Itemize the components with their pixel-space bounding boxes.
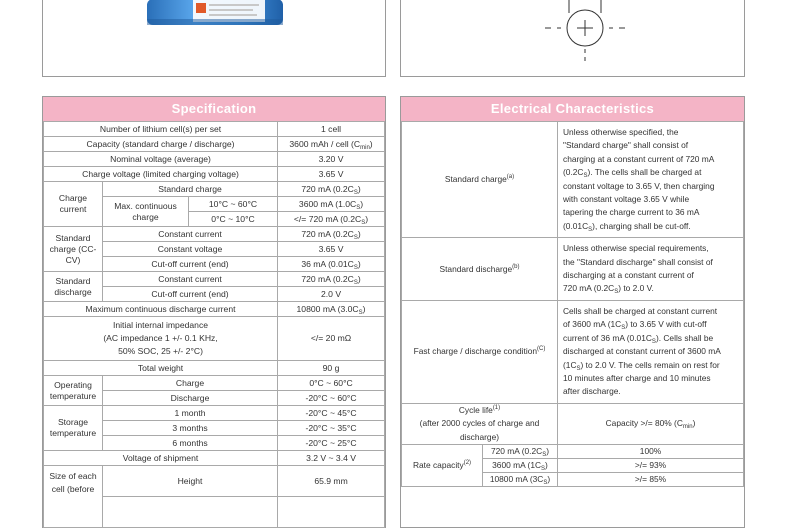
cycle-life-line-3: discharge)	[459, 431, 500, 442]
spec-group-label: Standard charge (CC-CV)	[44, 227, 103, 272]
spec-value: 65.9 mm	[278, 466, 385, 497]
spec-value: 3.20 V	[278, 152, 385, 167]
spec-label: Cut-off current (end)	[103, 257, 278, 272]
spec-label: 0°C ~ 10°C	[189, 212, 278, 227]
table-row	[44, 182, 385, 197]
spec-group-label: Charge current	[44, 182, 103, 227]
spec-label: Capacity (standard charge / discharge)	[44, 137, 278, 152]
spec-label: Charge	[103, 376, 278, 391]
spec-label: 6 months	[103, 436, 278, 451]
specification-panel	[42, 96, 386, 528]
table-row	[44, 137, 385, 152]
rate-label: 720 mA $(0.2C_S)$	[483, 444, 558, 458]
spec-label: Constant voltage	[103, 242, 278, 257]
table-row	[44, 406, 385, 421]
rate-label: 10800 mA $(3C_S)$	[483, 472, 558, 486]
table-row	[402, 122, 744, 238]
table-row	[44, 272, 385, 287]
spec-value: 10800 mA $(3.0C_S)$	[278, 302, 385, 317]
spec-value: </= 720 mA $(0.2C_S)$	[278, 212, 385, 227]
table-row	[44, 451, 385, 466]
table-row	[44, 167, 385, 182]
spec-group-label: Storage temperature	[44, 406, 103, 451]
spec-value: 3.2 V ~ 3.4 V	[278, 451, 385, 466]
spec-label: 10°C ~ 60°C	[189, 197, 278, 212]
table-row	[44, 361, 385, 376]
spec-value: 0°C ~ 60°C	[278, 376, 385, 391]
spec-sub-label: Max. continuous charge	[103, 197, 189, 227]
table-row	[402, 444, 744, 458]
elec-description: Cells shall be charged at constant current of 3600 mA $(1C_S)$ to 3.65 V with cut-off current of 36 mA $(0.01C_S)$. Cells shall be discharged at constant current of 3600 mA $(1C_S)$ to 2.0 V. The cells remain on rest for 10 minutes after charge and 10 minutes after discharge.	[558, 300, 744, 403]
impedance-line-1: Initial internal impedance	[112, 320, 209, 330]
table-row	[44, 152, 385, 167]
elec-description: Unless otherwise special requirements, the "Standard discharge" shall consist of discharging at a constant current of 720 mA $(0.2C_S)$ to 2.0 V.	[558, 238, 744, 301]
spec-value: </= 20 mΩ	[278, 317, 385, 361]
spec-value: 720 mA $(0.2C_S)$	[278, 227, 385, 242]
table-row	[402, 300, 744, 403]
table-row	[402, 238, 744, 301]
spec-label: Charge voltage (limited charging voltage)	[44, 167, 278, 182]
specification-table	[43, 121, 385, 528]
spec-label	[103, 497, 278, 528]
spec-value: 2.0 V	[278, 287, 385, 302]
rate-value: >/= 93%	[558, 458, 744, 472]
spec-group-label: Size of each cell (before	[44, 466, 103, 528]
spec-label: Constant current	[103, 272, 278, 287]
spec-value: 36 mA $(0.01C_S)$	[278, 257, 385, 272]
spec-label: Standard charge	[103, 182, 278, 197]
table-row	[44, 122, 385, 137]
table-row	[44, 227, 385, 242]
diagram-frame	[400, 0, 745, 77]
spec-value: 3.65 V	[278, 167, 385, 182]
spec-value: -20°C ~ 45°C	[278, 406, 385, 421]
spec-value: 3600 mAh / cell $(C_{min})$	[278, 137, 385, 152]
spec-value: 90 g	[278, 361, 385, 376]
battery-image	[43, 0, 385, 76]
spec-label: Number of lithium cell(s) per set	[44, 122, 278, 137]
spec-value: 720 mA $(0.2C_S)$	[278, 272, 385, 287]
electrical-header: Electrical Characteristics	[401, 97, 744, 121]
battery-image-frame	[42, 0, 386, 77]
spec-label: 1 month	[103, 406, 278, 421]
spec-value: 3.65 V	[278, 242, 385, 257]
cycle-life-line-2: (after 2000 cycles of charge and	[419, 418, 540, 429]
table-row	[44, 317, 385, 361]
electrical-panel	[400, 96, 745, 528]
elec-label: Standard discharge$^{(b)}$	[402, 238, 558, 301]
specification-header: Specification	[43, 97, 385, 121]
spec-label: Nominal voltage (average)	[44, 152, 278, 167]
spec-label: Cut-off current (end)	[103, 287, 278, 302]
spec-label: Constant current	[103, 227, 278, 242]
rate-value: 100%	[558, 444, 744, 458]
impedance-line-2: (AC impedance 1 +/- 0.1 KHz,	[103, 333, 218, 343]
elec-label: Fast charge / discharge condition$^{(C)}$	[402, 300, 558, 403]
rate-label: 3600 mA $(1C_S)$	[483, 458, 558, 472]
spec-value: 1 cell	[278, 122, 385, 137]
table-row	[44, 376, 385, 391]
rate-value: >/= 85%	[558, 472, 744, 486]
spec-label: Maximum continuous discharge current	[44, 302, 278, 317]
elec-description: Unless otherwise specified, the "Standard charge" shall consist of charging at a constant current of 720 mA $(0.2C_S)$. The cells shall be charged at constant voltage to 3.65 V, then charging with constant voltage 3.65 V while tapering the charge current to 36 mA $(0.01C_S)$, charging shall be cut-off.	[558, 122, 744, 238]
spec-label: Voltage of shipment	[44, 451, 278, 466]
cycle-life-line-1: Cycle life$^{(1)}$	[458, 404, 501, 415]
spec-group-label: Standard discharge	[44, 272, 103, 302]
spec-value	[278, 497, 385, 528]
spec-label: Discharge	[103, 391, 278, 406]
spec-label: 3 months	[103, 421, 278, 436]
spec-value: -20°C ~ 25°C	[278, 436, 385, 451]
spec-label: Height	[103, 466, 278, 497]
elec-label: Rate capacity$^{(2)}$	[402, 444, 483, 486]
table-row	[44, 302, 385, 317]
spec-value: -20°C ~ 35°C	[278, 421, 385, 436]
table-row	[44, 466, 385, 497]
electrical-table	[401, 121, 744, 487]
cell-diagram	[401, 0, 744, 76]
elec-value: Capacity >/= 80% $(C_{min})$	[558, 403, 744, 444]
spec-label	[44, 317, 278, 361]
elec-label: Standard charge$^{(a)}$	[402, 122, 558, 238]
table-row	[402, 403, 744, 444]
elec-label	[402, 403, 558, 444]
impedance-line-3: 50% SOC, 25 +/- 2°C)	[118, 346, 203, 356]
spec-label: Total weight	[44, 361, 278, 376]
spec-value: -20°C ~ 60°C	[278, 391, 385, 406]
spec-value: 720 mA $(0.2C_S)$	[278, 182, 385, 197]
spec-value: 3600 mA $(1.0C_S)$	[278, 197, 385, 212]
spec-group-label: Operating temperature	[44, 376, 103, 406]
